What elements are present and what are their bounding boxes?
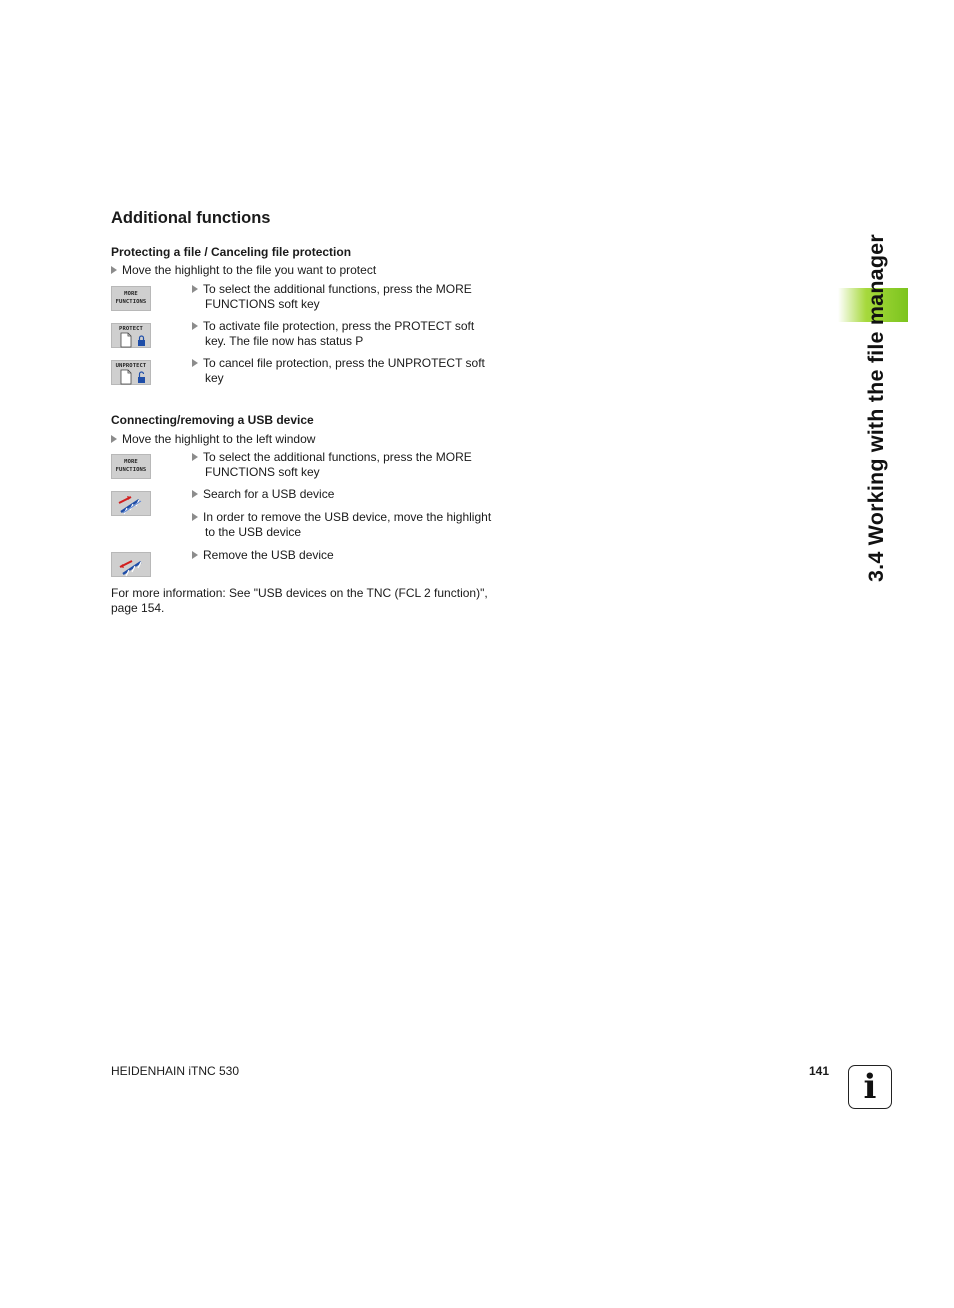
more-functions-softkey-usb[interactable]: MORE FUNCTIONS	[111, 454, 151, 479]
usb-remove-icon	[112, 553, 152, 578]
bullet-triangle-icon	[111, 266, 117, 274]
more-info-text: For more information: See "USB devices on the TNC (FCL 2 function)", page 154.	[111, 586, 488, 615]
protect-intro: Move the highlight to the file you want to protect	[111, 263, 376, 278]
file-unlock-icon	[112, 361, 152, 386]
usb-step-1: To select the additional functions, press the MORE FUNCTIONS soft key	[192, 450, 522, 479]
side-tab-title: 3.4 Working with the file manager	[864, 234, 888, 582]
bullet-triangle-icon	[192, 551, 198, 559]
usb-connect-icon	[112, 492, 152, 517]
section-heading: Additional functions	[111, 209, 271, 227]
unprotect-softkey[interactable]: UNPROTECT	[111, 360, 151, 385]
file-lock-icon	[112, 324, 152, 349]
protect-softkey[interactable]: PROTECT	[111, 323, 151, 348]
subheading-protect: Protecting a file / Canceling file protection	[111, 245, 352, 259]
more-functions-softkey[interactable]: MORE FUNCTIONS	[111, 286, 151, 311]
usb-step-3: In order to remove the USB device, move the highlight to the USB device	[192, 510, 522, 539]
page-number: 141	[809, 1064, 830, 1078]
protect-step-1: To select the additional functions, press the MORE FUNCTIONS soft key	[192, 282, 522, 311]
bullet-triangle-icon	[192, 285, 198, 293]
usb-connect-softkey[interactable]	[111, 491, 151, 516]
bullet-triangle-icon	[192, 490, 198, 498]
info-icon: i	[848, 1065, 892, 1109]
usb-step-2: Search for a USB device	[192, 487, 522, 502]
subheading-usb: Connecting/removing a USB device	[111, 413, 314, 427]
usb-intro: Move the highlight to the left window	[111, 432, 315, 447]
usb-step-4: Remove the USB device	[192, 548, 522, 563]
bullet-triangle-icon	[192, 322, 198, 330]
bullet-triangle-icon	[192, 453, 198, 461]
bullet-triangle-icon	[111, 435, 117, 443]
usb-remove-softkey[interactable]	[111, 552, 151, 577]
footer-manual-title: HEIDENHAIN iTNC 530	[111, 1064, 240, 1078]
bullet-triangle-icon	[192, 513, 198, 521]
bullet-triangle-icon	[192, 359, 198, 367]
protect-step-2: To activate file protection, press the PROTECT soft key. The file now has status P	[192, 319, 522, 348]
protect-step-3: To cancel file protection, press the UNPROTECT soft key	[192, 356, 522, 385]
